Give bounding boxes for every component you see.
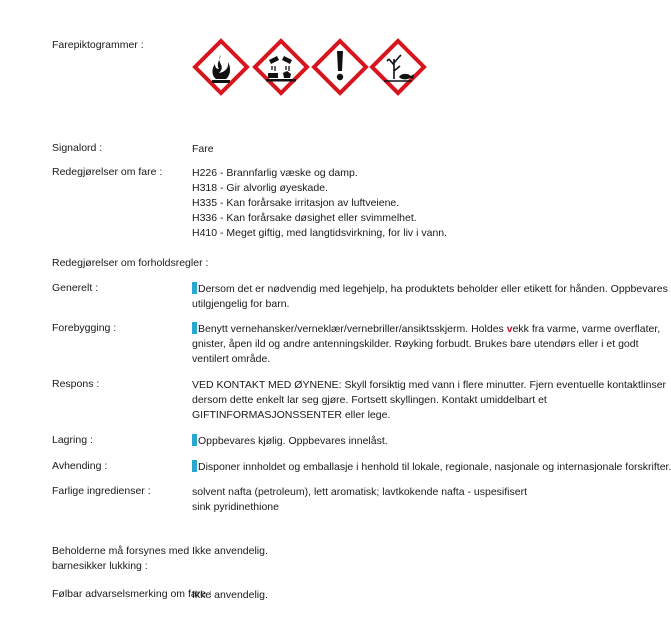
general-label: Generelt : [52,282,99,294]
ingredient: sink pyridinethione [192,501,279,513]
tactile-warning-value: Ikke anvendelig. [192,589,268,601]
general-text [192,282,668,312]
pictograms-label: Farepiktogrammer : [52,39,144,51]
response-text [192,378,666,423]
disposal-label: Avhending : [52,460,108,472]
corrosion-icon [253,39,309,95]
prevention-line-end: ekk fra varme, varme overflater, [512,323,661,335]
hazard-statement: H335 - Kan forårsake irritasjon av luftveiene. [192,197,400,209]
annotation-marker [192,460,197,472]
hazard-statements-label: Redegjørelser om fare : [52,166,163,178]
storage-label: Lagring : [52,434,93,446]
annotation-marker [192,322,197,334]
annotation-marker [192,282,197,294]
response-line: dersom dette enkelt lar seg gjøre. Fortsett skyllingen. Kontakt umiddelbart et [192,394,547,406]
signal-word-label: Signalord : [52,142,103,154]
child-closure-value: Ikke anvendelig. [192,545,268,557]
ingredients-label: Farlige ingredienser : [52,485,151,497]
storage-value: Oppbevares kjølig. Oppbevares innelåst. [198,435,388,447]
disposal-value: Disponer innholdet og emballasje i henhold til lokale, regionale, nasjonale og internasjonale forskrifter. [198,461,671,473]
general-line: Dersom det er nødvendig med legehjelp, ha produktets beholder eller etikett for hånden. Oppbevares [198,283,668,295]
tactile-warning-label: Følbar advarselsmerking om fare : [52,588,212,600]
hazard-statement: H336 - Kan forårsake døsighet eller svimmelhet. [192,212,417,224]
response-line: GIFTINFORMASJONSSENTER eller lege. [192,409,391,421]
child-closure-label: Beholderne må forsynes med barnesikker lukking : [52,545,190,572]
precautionary-heading: Redegjørelser om forholdsregler : [52,257,209,269]
flame-icon [193,39,249,95]
prevention-line: ventilert område. [192,353,271,365]
hazard-statements-list [192,166,447,241]
annotation-red-mark: v [506,323,513,335]
prevention-label: Forebygging : [52,322,117,334]
hazard-statement: H318 - Gir alvorlig øyeskade. [192,182,328,194]
ingredients-list [192,485,527,515]
exclamation-mark-icon [312,39,368,95]
response-line: VED KONTAKT MED ØYNENE: Skyll forsiktig med vann i flere minutter. Fjern eventuelle kontaktlinser [192,379,667,391]
prevention-line-start: Benytt vernehansker/verneklær/vernebriller/ansiktsskjerm. Holdes [198,323,507,335]
hazard-statement: H410 - Meget giftig, med langtidsvirkning, for liv i vann. [192,227,448,239]
prevention-text [192,322,660,367]
ingredient: solvent nafta (petroleum), lett aromatisk; lavtkokende nafta - uspesifisert [192,486,527,498]
prevention-line: gnister, åpen ild og andre antenningskilder. Røyking forbudt. Brukes bare utendørs eller i et godt [192,338,639,350]
signal-word-value: Fare [192,143,214,155]
environment-icon [370,39,426,95]
hazard-statement: H226 - Brannfarlig væske og damp. [192,167,358,179]
general-line: utilgjengelig for barn. [192,298,290,310]
response-label: Respons : [52,378,100,390]
annotation-marker [192,434,197,446]
